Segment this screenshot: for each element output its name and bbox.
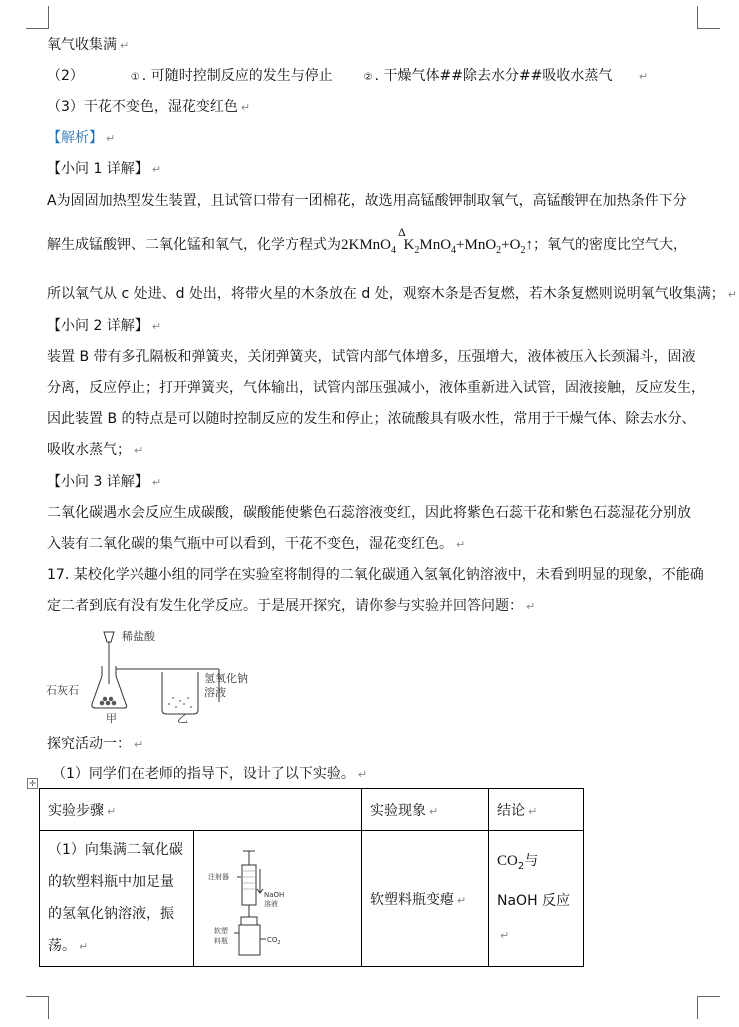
co2-label: $CO_2$ bbox=[266, 935, 281, 946]
heat-symbol: Δ bbox=[398, 225, 406, 239]
body-text: 分离，反应停止；打开弹簧夹，气体输出，试管内部压强减小，液体重新进入试管，固液接触，反应发生， bbox=[47, 380, 705, 396]
chemical-equation: 2KMnO$_4$ Δ $K_2MnO_4+MnO_2+O_2↑$ bbox=[341, 237, 533, 253]
heading-text: 【解析】 bbox=[47, 130, 103, 146]
answer-line-3 bbox=[47, 97, 250, 118]
body-line bbox=[47, 440, 143, 461]
paragraph-mark-icon: ↵ bbox=[526, 600, 536, 613]
plastic-bottle-label: 软塑 bbox=[213, 926, 228, 935]
paragraph-mark-icon: ↵ bbox=[151, 163, 162, 176]
syringe-label: 注射器 bbox=[207, 872, 229, 881]
table-header-row bbox=[40, 789, 584, 831]
body-line bbox=[47, 378, 705, 398]
apparatus-b-label: 乙 bbox=[177, 712, 188, 724]
step-text: （1）向集满二氧化碳 bbox=[48, 842, 183, 858]
body-text: 入装有二氧化碳的集气瓶中可以看到，干花不变色，湿花变红色。 bbox=[47, 536, 453, 552]
paragraph-mark-icon: ↵ bbox=[240, 101, 251, 114]
step-text: 的氢氧化钠溶液，振 bbox=[48, 906, 174, 922]
paragraph-mark-icon: ↵ bbox=[638, 70, 649, 83]
question-number: （2） bbox=[47, 68, 84, 84]
paragraph-mark-icon: ↵ bbox=[151, 476, 162, 489]
subquestion-1-heading bbox=[47, 159, 161, 180]
answer-text: 氧气收集满 bbox=[47, 37, 117, 53]
circled-number-1: ① bbox=[130, 72, 140, 83]
paragraph-mark-icon: ↵ bbox=[151, 320, 162, 333]
syringe-bottle-diagram bbox=[194, 837, 344, 957]
question-text: 定二者到底有没有发生化学反应。于是展开探究，请你参与实验并回答问题： bbox=[47, 598, 523, 614]
answer-line-2 bbox=[47, 66, 648, 88]
answer-line-1 bbox=[47, 35, 129, 56]
paragraph-mark-icon: ↵ bbox=[120, 39, 130, 52]
plastic-bottle-label: 料瓶 bbox=[213, 936, 228, 945]
solution-label: 溶液 bbox=[263, 899, 278, 908]
body-line bbox=[47, 347, 696, 367]
body-text: 解生成锰酸钾、二氧化锰和氧气，化学方程式为 bbox=[47, 237, 341, 253]
body-text: 所以氧气从 c 处进、d 处出，将带火星的木条放在 d 处，观察木条是否复燃，若木条复燃则说明氧气收集满； bbox=[47, 286, 725, 302]
paragraph-mark-icon: ↵ bbox=[106, 132, 116, 145]
header-cell-conclusion: 结论 ↵ bbox=[489, 789, 584, 831]
crop-mark-top-right bbox=[697, 6, 720, 29]
heading-text: 【小问 1 详解】 bbox=[47, 161, 149, 177]
table-row bbox=[40, 831, 584, 967]
conclusion-cell bbox=[489, 831, 584, 967]
step-cell: （1）向集满二氧化碳 的软塑料瓶中加足量 的氢氧化钠溶液，振 荡。 ↵ bbox=[40, 831, 194, 967]
naoh-label: NaOH bbox=[263, 890, 284, 899]
crop-mark-bottom-right bbox=[697, 996, 720, 1019]
dilute-hcl-label: 稀盐酸 bbox=[122, 630, 155, 643]
paragraph-mark-icon: ↵ bbox=[134, 444, 144, 457]
apparatus-a-label: 甲 bbox=[106, 712, 117, 724]
body-text: ；氧气的密度比空气大， bbox=[532, 237, 687, 253]
step-figure-cell bbox=[193, 831, 361, 967]
phenomenon-text: 软塑料瓶变瘪 bbox=[370, 891, 454, 908]
crop-mark-bottom-left bbox=[26, 996, 49, 1019]
header-cell-phenomenon: 实验现象 ↵ bbox=[362, 789, 489, 831]
body-text: 吸收水蒸气； bbox=[47, 442, 131, 458]
solution-label: 溶液 bbox=[204, 686, 226, 699]
paragraph-mark-icon: ↵ bbox=[357, 768, 368, 781]
body-line bbox=[47, 284, 737, 305]
body-line bbox=[47, 191, 687, 211]
subquestion-2-heading bbox=[47, 316, 161, 337]
question-text: 17. 某校化学兴趣小组的同学在实验室将制得的二氧化碳通入氢氧化钠溶液中，未看到明显的现象，不能确 bbox=[47, 567, 704, 583]
experiment-table bbox=[39, 788, 584, 967]
body-text: （1）同学们在老师的指导下，设计了以下实验。 bbox=[52, 766, 355, 782]
answer-text: . 可随时控制反应的发生与停止 bbox=[141, 68, 333, 84]
activity-intro bbox=[52, 764, 367, 785]
analysis-heading bbox=[47, 128, 115, 149]
body-text: 二氧化碳遇水会反应生成碳酸，碳酸能使紫色石蕊溶液变红，因此将紫色石蕊干花和紫色石蕊湿花分别放 bbox=[47, 505, 691, 521]
body-text: 因此装置 B 的特点是可以随时控制反应的发生和停止；浓硫酸具有吸水性，常用于干燥气体、除去水分、 bbox=[47, 411, 696, 427]
crop-mark-top-left bbox=[26, 6, 49, 29]
conclusion-text: $CO_2$与 bbox=[497, 853, 539, 872]
body-text: 装置 B 带有多孔隔板和弹簧夹，关闭弹簧夹，试管内部气体增多，压强增大，液体被压入长颈漏斗，固液 bbox=[47, 349, 696, 365]
body-line bbox=[47, 503, 691, 523]
step-text: 荡。 bbox=[48, 938, 76, 954]
naoh-label: 氢氧化钠 bbox=[204, 672, 248, 685]
phenomenon-cell: 软塑料瓶变瘪 ↵ bbox=[362, 831, 489, 967]
step-text: 的软塑料瓶中加足量 bbox=[48, 874, 174, 890]
conclusion-text: NaOH 反应↵ bbox=[497, 892, 571, 942]
subquestion-3-heading bbox=[47, 472, 161, 493]
apparatus-diagram bbox=[44, 624, 264, 724]
limestone-label: 石灰石 bbox=[46, 684, 79, 697]
equation-line bbox=[47, 225, 687, 261]
question-17-line bbox=[47, 596, 535, 617]
heading-text: 【小问 2 详解】 bbox=[47, 318, 149, 334]
body-text: A为固固加热型发生装置，且试管口带有一团棉花，故选用高锰酸钾制取氧气，高锰酸钾在加热条件下分 bbox=[47, 193, 687, 209]
activity-heading bbox=[47, 734, 143, 755]
header-cell-steps: 实验步骤 ↵ bbox=[40, 789, 362, 831]
paragraph-mark-icon: ↵ bbox=[134, 738, 144, 751]
body-line bbox=[47, 409, 696, 429]
heading-text: 探究活动一： bbox=[47, 736, 131, 752]
answer-text: . 干燥气体##除去水分##吸收水蒸气 bbox=[374, 68, 613, 84]
question-17-line bbox=[47, 565, 704, 585]
paragraph-mark-icon: ↵ bbox=[727, 288, 737, 301]
circled-number-2: ② bbox=[363, 72, 373, 83]
table-move-handle-icon[interactable]: ✛ bbox=[27, 778, 38, 789]
paragraph-mark-icon: ↵ bbox=[456, 538, 466, 551]
answer-text: （3）干花不变色，湿花变红色 bbox=[47, 99, 238, 115]
body-line bbox=[47, 534, 465, 555]
heading-text: 【小问 3 详解】 bbox=[47, 474, 149, 490]
